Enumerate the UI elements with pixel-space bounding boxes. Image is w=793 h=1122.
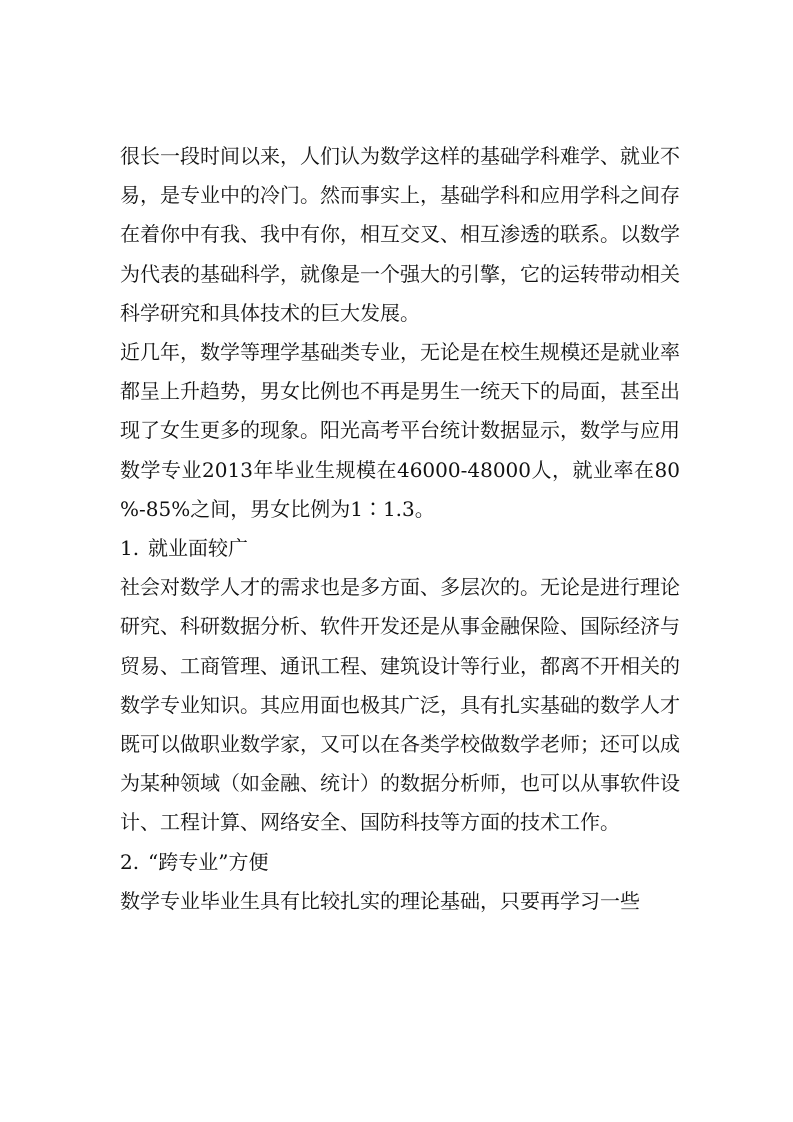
section-title-1: 就业面较广 [148,536,248,561]
intro-paragraph: 很长一段时间以来，人们认为数学这样的基础学科难学、就业不易，是专业中的冷门。然而事实上，基础学科和应用学科之间存在着你中有我、我中有你，相互交叉、相互渗透的联系。以数学为代表的基础科学，就像是一个强大的引擎，它的运转带动相关科学研究和具体技术的巨大发展。 [120,144,680,325]
employment-paragraph: 社会对数学人才的需求也是多方面、多层次的。无论是进行理论研究、科研数据分析、软件开发还是从事金融保险、国际经济与贸易、工商管理、通讯工程、建筑设计等行业，都离不开相关的数学专业知识。其应用面也极其广泛，具有扎实基础的数学人才既可以做职业数学家，又可以在各类学校做数学老师；还可以成为某种领域（如金融、统计）的数据分析师，也可以从事软件设计、工程计算、网络安全、国防科技等方面的技术工作。 [120,575,680,835]
section-title-2: “跨专业”方便 [148,849,269,874]
section-heading-2 [120,843,680,882]
statistics-paragraph: 近几年，数学等理学基础类专业，无论是在校生规模还是就业率都呈上升趋势，男女比例也不再是男生一统天下的局面，甚至出现了女生更多的现象。阳光高考平台统计数据显示，数学与应用数学专业2013年毕业生规模在46000-48000人，就业率在80%-85%之间，男女比例为1∶1.3。 [120,340,680,521]
section-number-2: 2. [120,849,140,874]
section-heading-1 [120,529,680,568]
cross-major-paragraph: 数学专业毕业生具有比较扎实的理论基础，只要再学习一些 [120,888,640,913]
section-number-1: 1. [120,536,140,561]
document-page [120,137,680,921]
